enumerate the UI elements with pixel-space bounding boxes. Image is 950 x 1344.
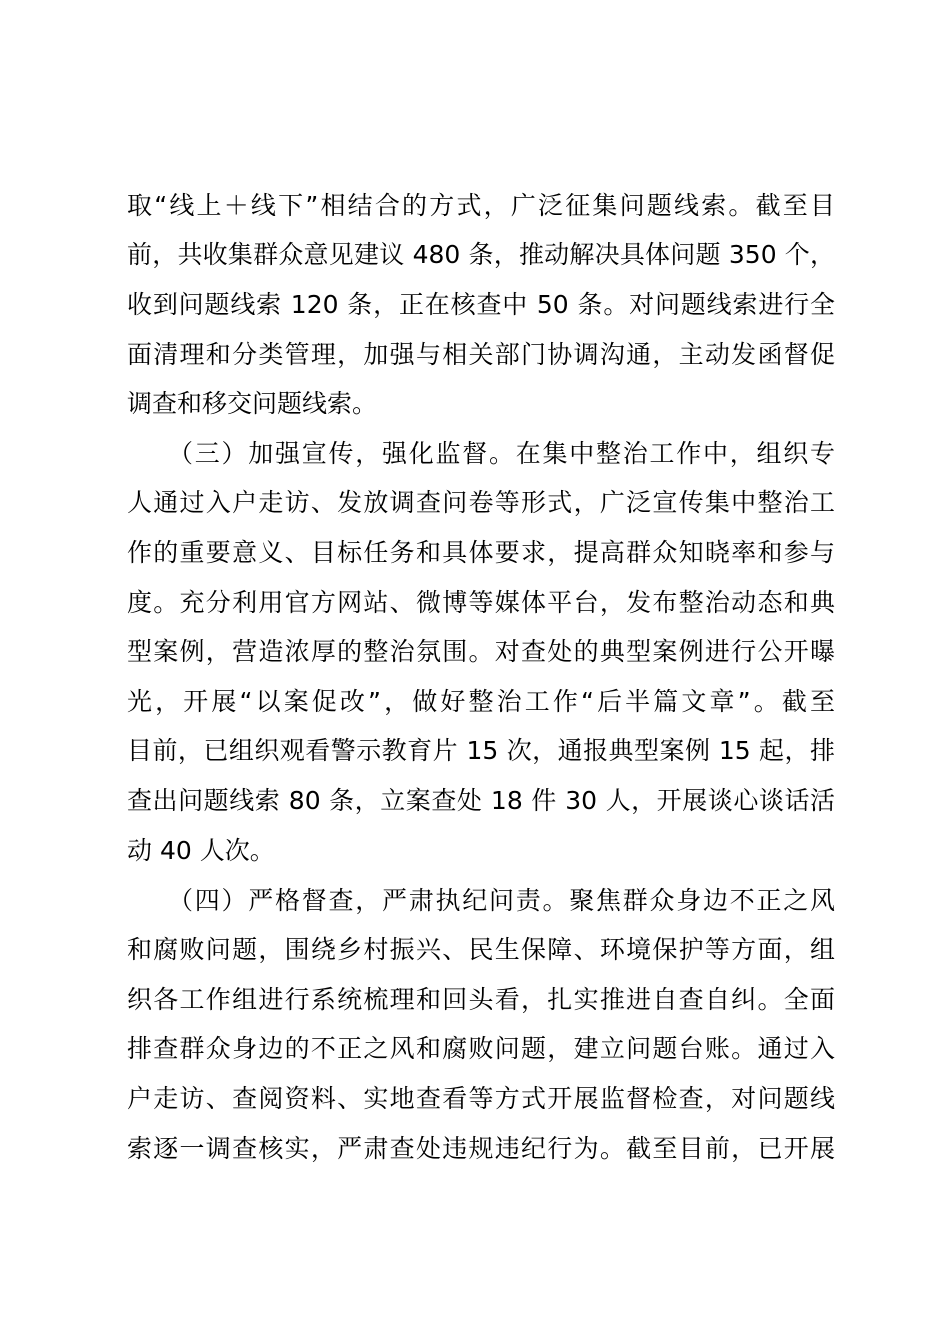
text-line: 度。充分利用官方网站、微博等媒体平台，发布整治动态和典	[127, 588, 835, 617]
text-line: 动 40 人次。	[127, 836, 275, 865]
text-line: 调查和移交问题线索。	[127, 389, 378, 418]
text-line: 取“线上＋线下”相结合的方式，广泛征集问题线索。截至目	[127, 191, 835, 220]
text-line: 作的重要意义、目标任务和具体要求，提高群众知晓率和参与	[127, 538, 835, 567]
text-line: 织各工作组进行系统梳理和回头看，扎实推进自查自纠。全面	[127, 985, 835, 1014]
text-line: 查出问题线索 80 条，立案查处 18 件 30 人，开展谈心谈话活	[127, 786, 835, 815]
text-line: 户走访、查阅资料、实地查看等方式开展监督检查，对问题线	[127, 1084, 835, 1113]
text-line: 和腐败问题，围绕乡村振兴、民生保障、环境保护等方面，组	[127, 935, 835, 964]
text-line: 索逐一调查核实，严肃查处违规违纪行为。截至目前，已开展	[127, 1134, 835, 1163]
text-line: 型案例，营造浓厚的整治氛围。对查处的典型案例进行公开曝	[127, 637, 835, 666]
text-line: 人通过入户走访、发放调查问卷等形式，广泛宣传集中整治工	[127, 488, 835, 517]
text-line: 面清理和分类管理，加强与相关部门协调沟通，主动发函督促	[127, 340, 835, 369]
text-line: 排查群众身边的不正之风和腐败问题，建立问题台账。通过入	[127, 1034, 835, 1063]
text-line: 收到问题线索 120 条，正在核查中 50 条。对问题线索进行全	[127, 290, 835, 319]
section-heading-line: （四）严格督查，严肃执纪问责。聚焦群众身边不正之风	[127, 886, 835, 915]
section-heading-line: （三）加强宣传，强化监督。在集中整治工作中，组织专	[127, 439, 835, 468]
text-line: 前，共收集群众意见建议 480 条，推动解决具体问题 350 个，	[127, 240, 835, 269]
text-line: 光，开展“以案促改”，做好整治工作“后半篇文章”。截至	[127, 687, 835, 716]
text-line: 目前，已组织观看警示教育片 15 次，通报典型案例 15 起，排	[127, 736, 835, 765]
